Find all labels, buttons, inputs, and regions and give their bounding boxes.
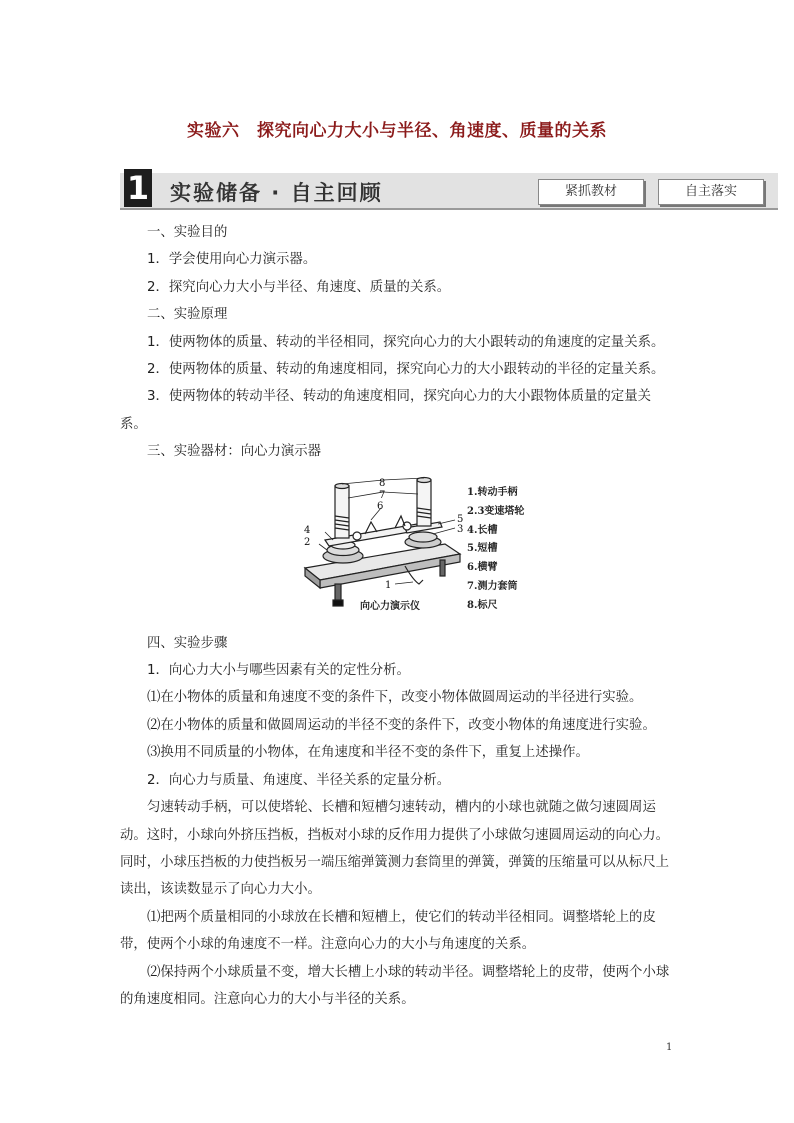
legend-item: 2.3变速塔轮 [467,505,525,517]
legend-item: 6.横臂 [467,562,498,574]
legend-item: 1.转动手柄 [467,487,518,498]
paragraph: 匀速转动手柄，可以使塔轮、长槽和短槽匀速转动，槽内的小球也就随之做匀速圆周运动。这时，小球向外挤压挡板，挡板对小球的反作用力提供了小球做匀速圆周运动的向心力。同时，小球压挡板的力使挡板另一端压缩弹簧测力套筒里的弹簧，弹簧的压缩量可以从标尺上读出，该读数显示了向心力大小。 [120,800,670,898]
equipment-heading: 三、实验器材：向心力演示器 [147,444,322,460]
section-number: 1 [124,169,152,207]
figure-legend [467,484,557,616]
label-5: 5 [457,514,464,525]
paragraph: ⑵在小物体的质量和做圆周运动的半径不变的条件下，改变小物体的角速度进行实验。 [147,717,656,733]
page-title: 实验六 探究向心力大小与半径、角速度、质量的关系 [187,121,607,141]
paragraph: 1．学会使用向心力演示器。 [147,252,317,268]
label-1: 1 [385,580,392,591]
label-4: 4 [304,525,311,536]
paragraph: ⑴把两个质量相同的小球放在长槽和短槽上，使它们的转动半径相同。调整塔轮上的皮带，使两个小球的角速度不一样。注意向心力的大小与角速度的关系。 [120,909,656,953]
legend-item: 8.标尺 [467,599,498,611]
section-title: 实验储备 · 自主回顾 [170,181,383,205]
figure-caption: 向心力演示仪 [360,601,420,612]
paragraph: 2．探究向心力大小与半径、角速度、质量的关系。 [147,279,451,295]
self-study-button[interactable]: 自主落实 [658,179,764,205]
legend-item: 5.短槽 [467,543,498,555]
label-8: 8 [379,478,386,489]
paragraph: 2．向心力与质量、角速度、半径关系的定量分析。 [147,772,451,788]
paragraph: ⑴在小物体的质量和角速度不变的条件下，改变小物体做圆周运动的半径进行实验。 [147,690,643,706]
label-3: 3 [457,524,464,535]
label-2: 2 [304,537,311,548]
steps-heading: 四、实验步骤 [147,635,228,651]
textbook-button[interactable]: 紧抓教材 [538,179,644,205]
paragraph: 3．使两物体的转动半径、转动的角速度相同，探究向心力的大小跟物体质量的定量关系。 [120,389,651,432]
paragraph: 2．使两物体的质量、转动的角速度相同，探究向心力的大小跟转动的半径的定量关系。 [147,362,665,378]
legend-item: 7.测力套筒 [467,580,518,592]
purpose-heading: 一、实验目的 [147,225,228,240]
page-number: 1 [666,1042,673,1053]
paragraph: ⑶换用不同质量的小物体，在角速度和半径不变的条件下，重复上述操作。 [147,745,589,761]
paragraph: 1．使两物体的质量、转动的半径相同，探究向心力的大小跟转动的角速度的定量关系。 [147,334,665,350]
section-banner [120,169,778,210]
principle-heading: 二、实验原理 [147,307,228,323]
paragraph: ⑵保持两个小球质量不变，增大长槽上小球的转动半径。调整塔轮上的皮带，使两个小球的角速度相同。注意向心力的大小与半径的关系。 [120,964,670,1007]
document-body [120,219,676,1013]
legend-item: 4.长槽 [467,524,498,536]
paragraph: 1．向心力大小与哪些因素有关的定性分析。 [147,663,410,679]
label-7: 7 [379,490,386,501]
label-6: 6 [377,501,384,512]
